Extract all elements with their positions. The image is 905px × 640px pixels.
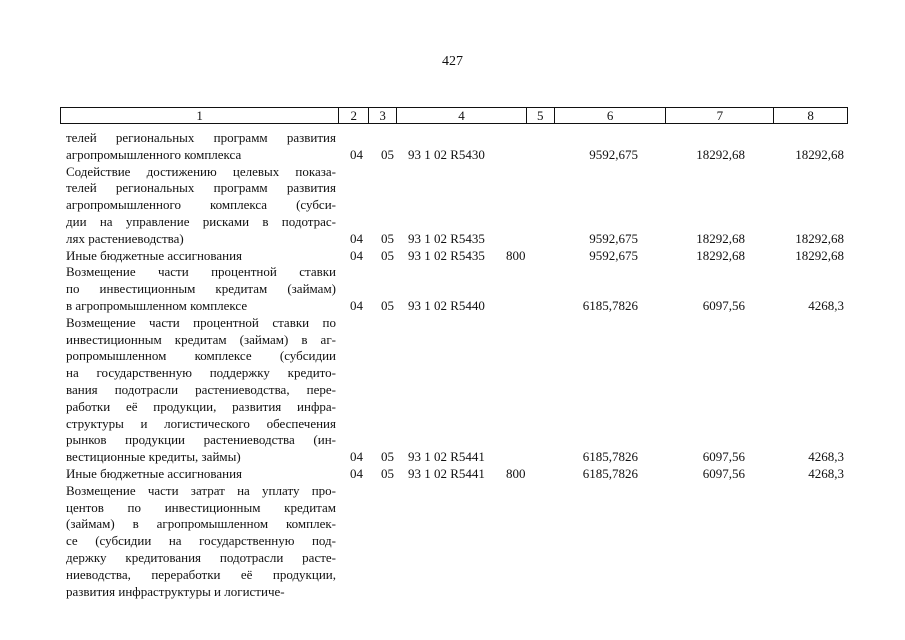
description-line: Иные бюджетные ассигнования [66, 247, 243, 263]
table-header [60, 107, 848, 124]
column-header: 1 [196, 108, 203, 123]
amount-year-2: 18292,68 [696, 230, 745, 246]
subsection-code: 05 [381, 247, 394, 263]
description-line: центов по инвестиционным кредитам [66, 499, 336, 515]
row-description [66, 483, 336, 601]
amount-year-3: 4268,3 [808, 466, 844, 481]
section-code: 04 [350, 449, 363, 465]
column-header: 6 [554, 108, 666, 123]
column-header: 3 [368, 108, 396, 123]
row-description [66, 315, 336, 466]
subsection-code: 05 [381, 230, 394, 246]
table-row [0, 466, 905, 483]
section-code: 04 [350, 146, 363, 162]
description-line: по инвестиционным кредитам (займам) [66, 281, 336, 297]
description-line: на государственную поддержку кредито- [66, 365, 336, 381]
section-code: 04 [350, 298, 363, 313]
description-line: Содействие достижению целевых показа- [66, 163, 336, 179]
amount-year-2: 6097,56 [702, 466, 745, 481]
table-row [0, 147, 905, 164]
description-line: (займам) в агропромышленном комплек- [66, 516, 336, 532]
column-header: 2 [338, 108, 368, 123]
description-line: в агропромышленном комплексе [66, 297, 248, 313]
amount-year-2: 6097,56 [702, 298, 745, 313]
description-line: Возмещение части процентной ставки по [66, 314, 336, 330]
description-line: Возмещение части процентной ставки [66, 264, 336, 280]
description-line: телей региональных программ развития [66, 130, 336, 145]
expense-type-code: 800 [506, 466, 526, 481]
amount-year-3: 4268,3 [808, 298, 844, 313]
amount-year-1: 9592,675 [589, 247, 638, 263]
target-article-code: 93 1 02 R5430 [408, 146, 485, 162]
table-row [0, 449, 905, 466]
description-line: Возмещение части затрат на уплату про- [66, 482, 336, 498]
subsection-code: 05 [381, 449, 394, 465]
amount-year-1: 6185,7826 [582, 298, 638, 313]
section-code: 04 [350, 230, 363, 246]
amount-year-1: 9592,675 [589, 230, 638, 246]
subsection-code: 05 [381, 146, 394, 162]
amount-year-1: 9592,675 [589, 146, 638, 162]
target-article-code: 93 1 02 R5441 [408, 466, 485, 481]
section-code: 04 [350, 247, 363, 263]
description-line: агропромышленного комплекса [66, 146, 242, 162]
amount-year-3: 18292,68 [795, 146, 844, 162]
description-line: инвестиционным кредитам (займам) в аг- [66, 331, 336, 347]
subsection-code: 05 [381, 466, 394, 481]
description-line: структуры и логистического обеспечения [66, 415, 336, 431]
target-article-code: 93 1 02 R5441 [408, 449, 485, 465]
amount-year-2: 18292,68 [696, 146, 745, 162]
description-line: телей региональных программ развития [66, 180, 336, 196]
subsection-code: 05 [381, 298, 394, 313]
description-line: рынков продукции растениеводства (ин- [66, 432, 336, 448]
section-code: 04 [350, 466, 363, 481]
target-article-code: 93 1 02 R5435 [408, 247, 485, 263]
description-line: ниеводства, переработки её продукции, [66, 566, 336, 582]
description-line: держку кредитования подотрасли расте- [66, 549, 336, 565]
column-header: 8 [773, 108, 847, 123]
amount-year-3: 18292,68 [795, 247, 844, 263]
description-line: вания подотрасли растениеводства, пере- [66, 381, 336, 397]
description-line: Иные бюджетные ассигнования [66, 466, 243, 481]
description-line: агропромышленного комплекса (субси- [66, 197, 336, 213]
description-line: се (субсидии на государственную под- [66, 533, 336, 549]
description-line: работки её продукции, развития инфра- [66, 398, 336, 414]
amount-year-1: 6185,7826 [582, 466, 638, 481]
column-header: 5 [526, 108, 554, 123]
page-number: 427 [442, 54, 463, 69]
amount-year-2: 18292,68 [696, 247, 745, 263]
amount-year-2: 6097,56 [702, 449, 745, 465]
column-header: 4 [396, 108, 526, 123]
description-line: лях растениеводства) [66, 230, 184, 246]
table-row [0, 298, 905, 315]
amount-year-1: 6185,7826 [582, 449, 638, 465]
table-row [0, 248, 905, 265]
description-line: дии на управление рисками в подотрас- [66, 213, 336, 229]
description-line: развития инфраструктуры и логистиче- [66, 583, 285, 599]
expense-type-code: 800 [506, 247, 526, 263]
description-line: вестиционные кредиты, займы) [66, 449, 241, 465]
target-article-code: 93 1 02 R5440 [408, 298, 485, 313]
table-row [0, 231, 905, 248]
column-header: 7 [665, 108, 773, 123]
amount-year-3: 4268,3 [808, 449, 844, 465]
description-line: ропромышленном комплексе (субсидии [66, 348, 336, 364]
amount-year-3: 18292,68 [795, 230, 844, 246]
target-article-code: 93 1 02 R5435 [408, 230, 485, 246]
